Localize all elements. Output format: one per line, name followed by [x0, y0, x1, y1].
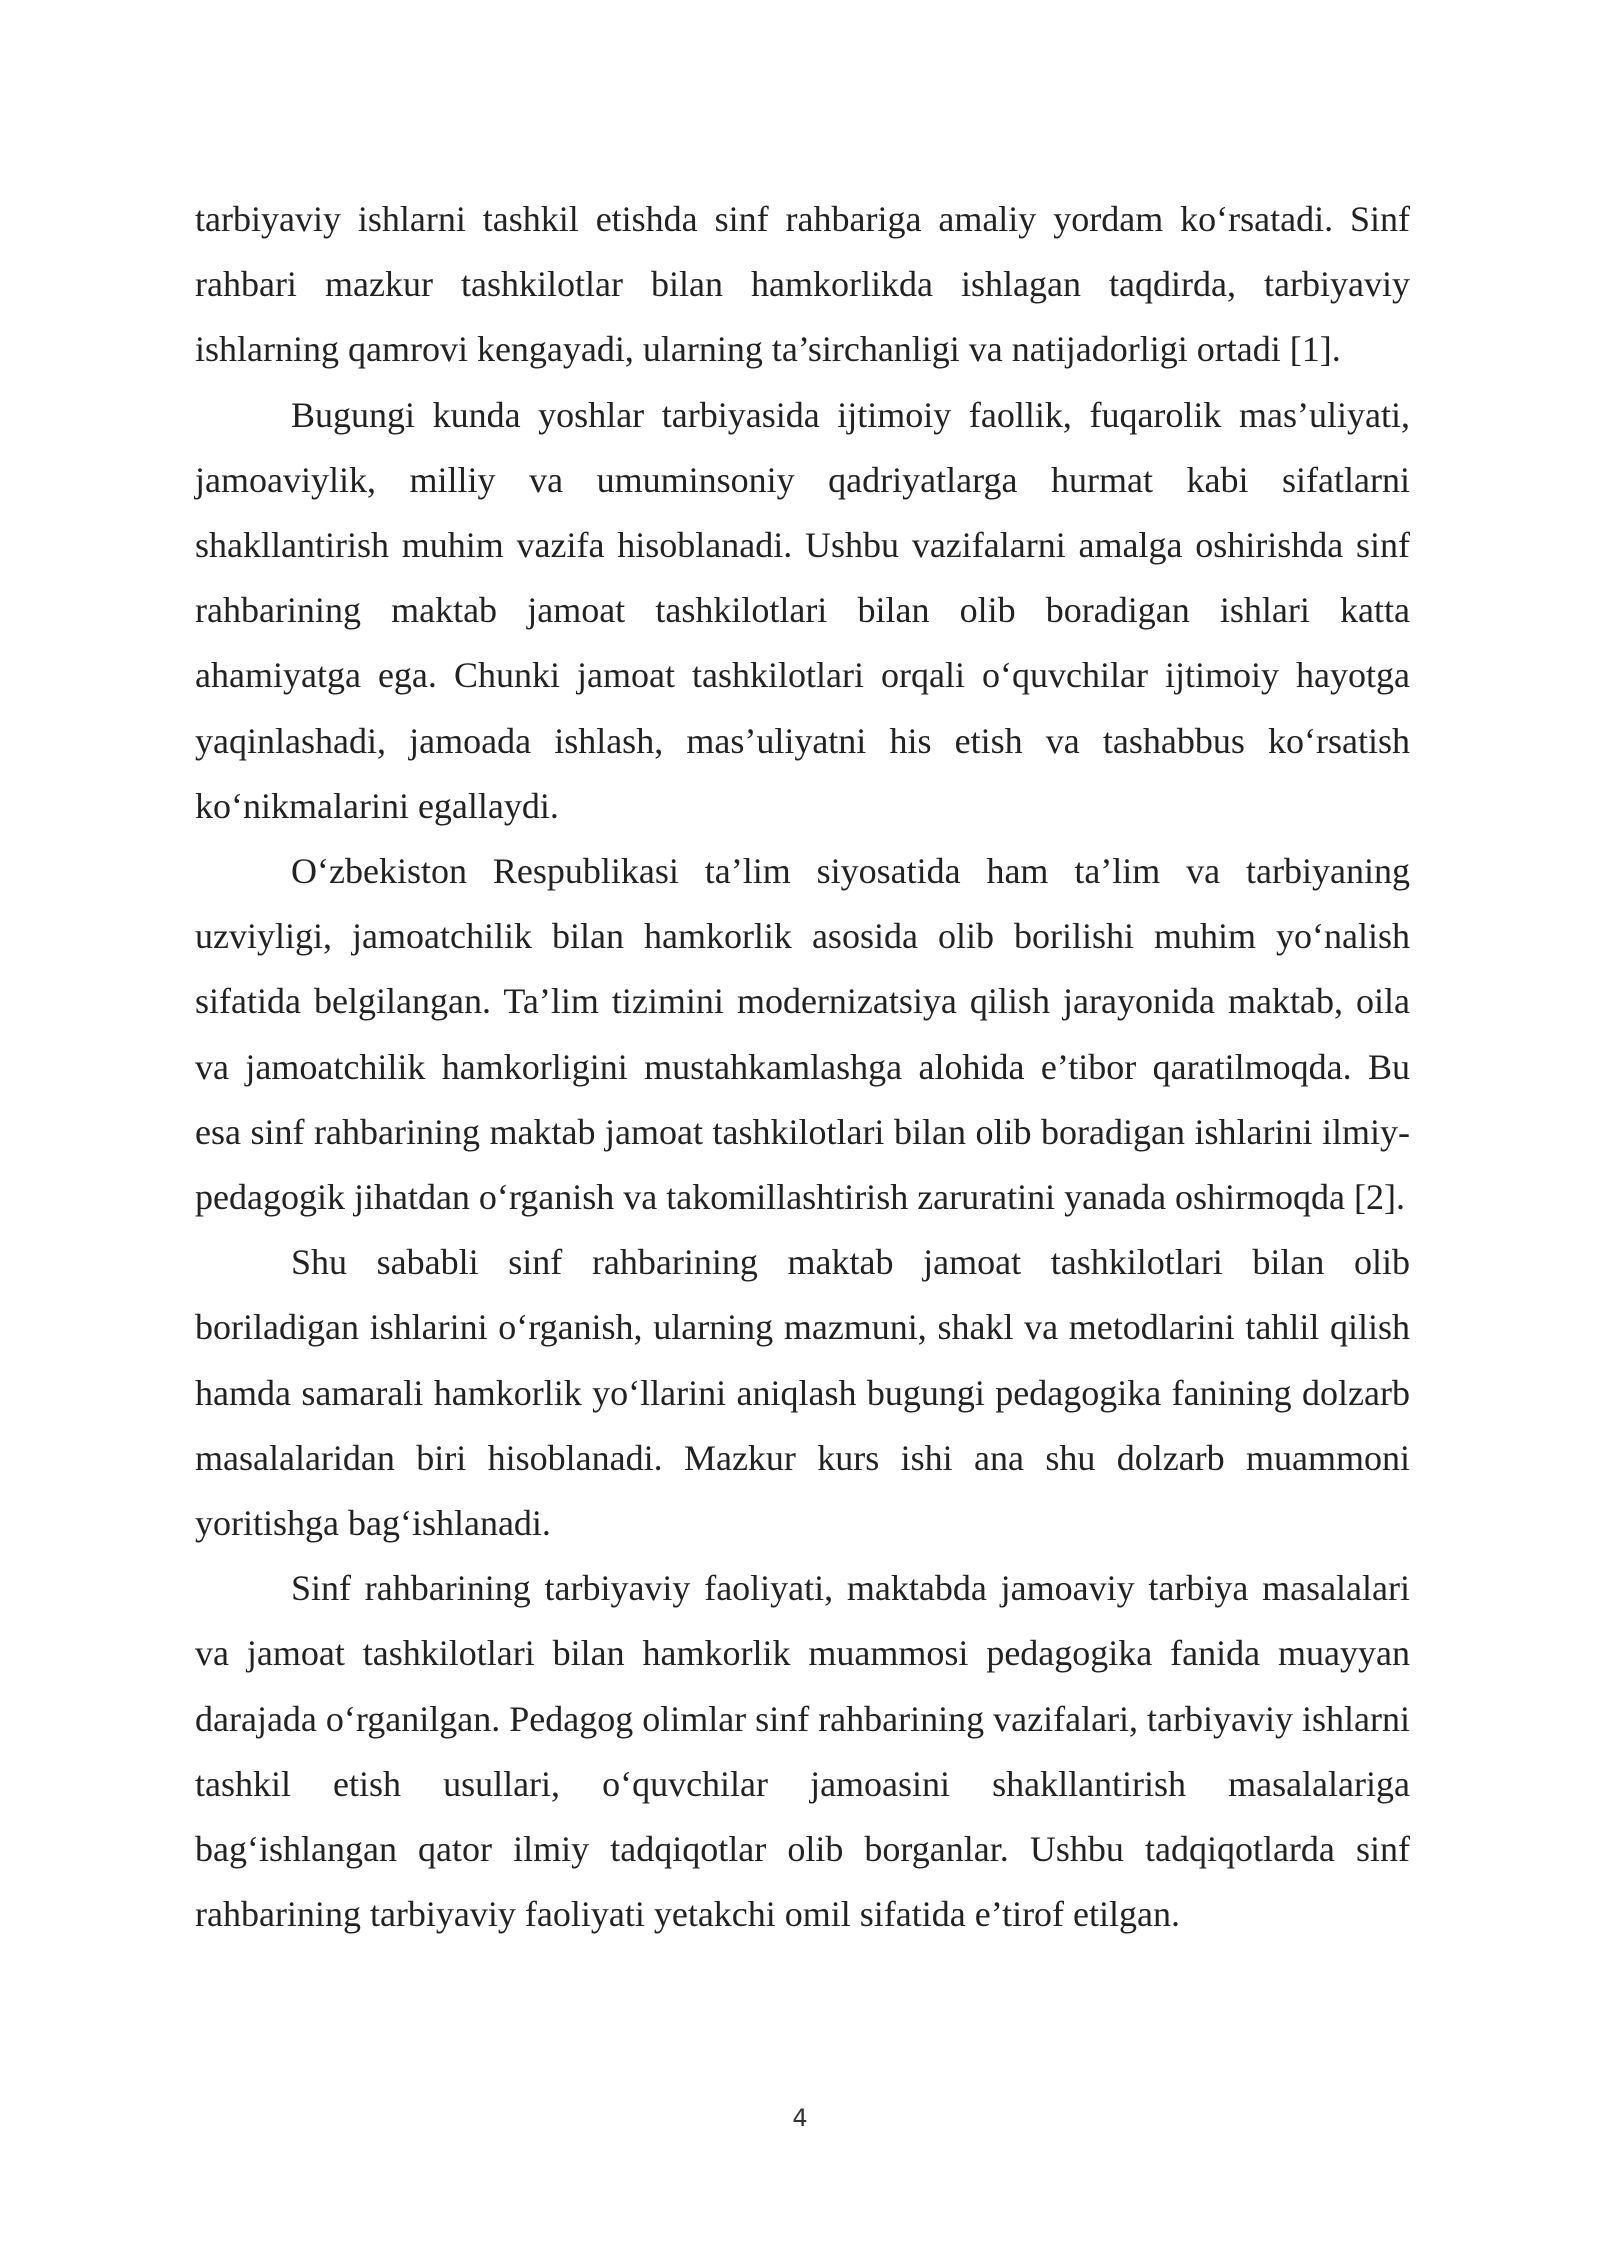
paragraph-research-overview: Sinf rahbarining tarbiyaviy faoliyati, maktabda jamoaviy tarbiya masalalari va jamoat tashkilotlari bilan hamkorlik muammosi pedagogika fanida muayyan darajada o‘rganilgan. Pedagog olimlar sinf rahbarining vazifalari, tarbiyaviy ishlarni tashkil etish usullari, o‘quvchilar jamoasini shakllantirish masalalariga bag‘ishlangan qator ilmiy tadqiqotlar olib borganlar. Ushbu tadqiqotlarda sinf rahbarining tarbiyaviy faoliyati yetakchi omil sifatida e’tirof etilgan. — [195, 1568, 1410, 1935]
paragraph-continuation: tarbiyaviy ishlarni tashkil etishda sinf rahbariga amaliy yordam ko‘rsatadi. Sinf rahbari mazkur tashkilotlar bilan hamkorlikda ishlagan taqdirda, tarbiyaviy ishlarning qamrovi kengayadi, ularning ta’sirchanligi va natijadorligi ortadi [1]. — [195, 199, 1410, 370]
paragraph-relevance: Shu sababli sinf rahbarining maktab jamoat tashkilotlari bilan olib boriladigan ishlarini o‘rganish, ularning mazmuni, shakl va metodlarini tahlil qilish hamda samarali hamkorlik yo‘llarini aniqlash bugungi pedagogika fanining dolzarb masalalaridan biri hisoblanadi. Mazkur kurs ishi ana shu dolzarb muammoni yoritishga bag‘ishlanadi. — [195, 1242, 1410, 1544]
page-number: 4 — [792, 2104, 808, 2132]
body-text — [195, 187, 1410, 1947]
paragraph-education-policy: O‘zbekiston Respublikasi ta’lim siyosatida ham ta’lim va tarbiyaning uzviyligi, jamoatchilik bilan hamkorlik asosida olib borilishi muhim yo‘nalish sifatida belgilangan. Ta’lim tizimini modernizatsiya qilish jarayonida maktab, oila va jamoatchilik hamkorligini mustahkamlashga alohida e’tibor qaratilmoqda. Bu esa sinf rahbarining maktab jamoat tashkilotlari bilan olib boradigan ishlarini ilmiy-pedagogik jihatdan o‘rganish va takomillashtirish zaruratini yanada oshirmoqda [2]. — [195, 851, 1410, 1218]
paragraph-youth-education: Bugungi kunda yoshlar tarbiyasida ijtimoiy faollik, fuqarolik mas’uliyati, jamoaviylik, milliy va umuminsoniy qadriyatlarga hurmat kabi sifatlarni shakllantirish muhim vazifa hisoblanadi. Ushbu vazifalarni amalga oshirishda sinf rahbarining maktab jamoat tashkilotlari bilan olib boradigan ishlari katta ahamiyatga ega. Chunki jamoat tashkilotlari orqali o‘quvchilar ijtimoiy hayotga yaqinlashadi, jamoada ishlash, mas’uliyatni his etish va tashabbus ko‘rsatish ko‘nikmalarini egallaydi. — [195, 394, 1410, 826]
